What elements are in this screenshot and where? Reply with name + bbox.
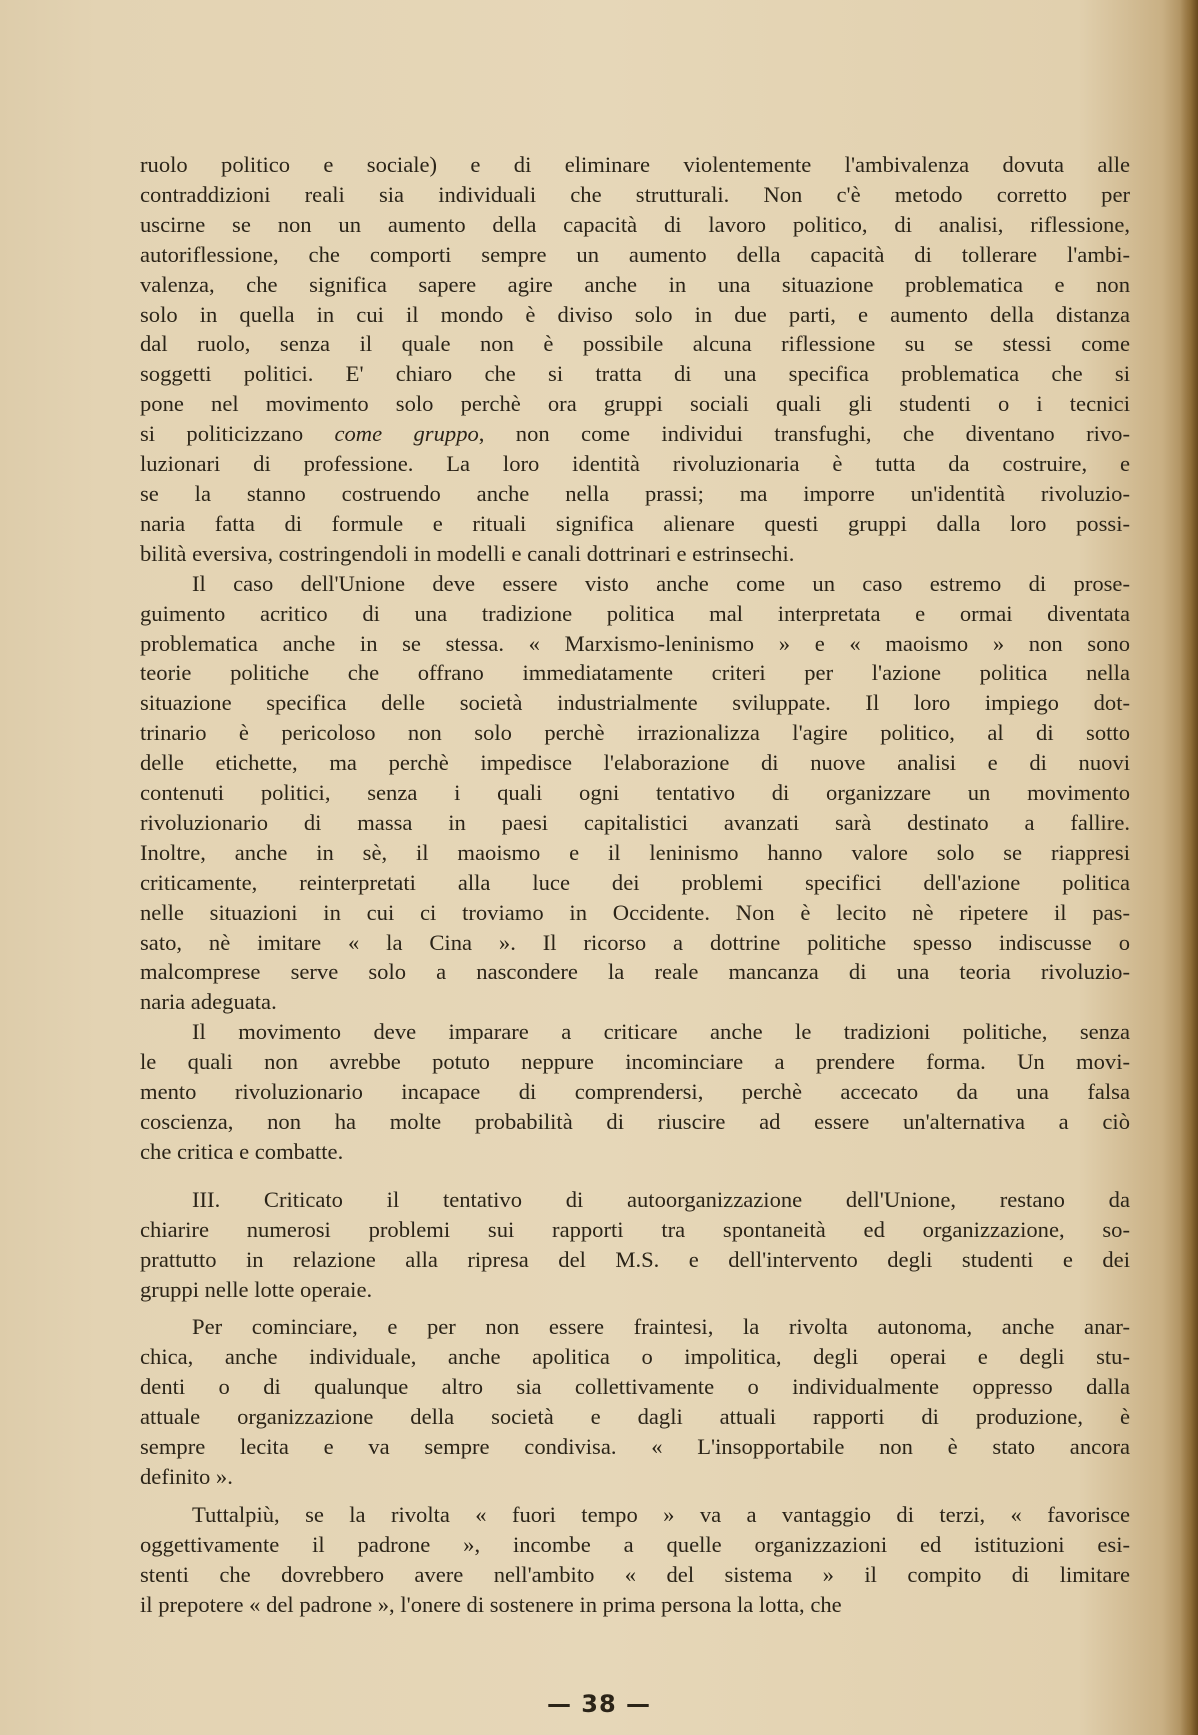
text-line: stenti che dovrebbero avere nell'ambito « del sistema » il compito di limitare (140, 1561, 1130, 1587)
page-number: — 38 — (546, 1690, 652, 1718)
text-line: prattutto in relazione alla ripresa del M.S. e dell'intervento degli studenti e dei (140, 1246, 1130, 1272)
paragraph-gap (140, 1492, 1130, 1500)
text-line: teorie politiche che offrano immediatamente criteri per l'azione politica nella (140, 660, 1130, 686)
text-line: attuale organizzazione della società e dagli attuali rapporti di produzione, è (140, 1404, 1130, 1430)
paragraph-p3 (140, 1017, 1130, 1167)
text-line: guimento acritico di una tradizione politica mal interpretata e ormai diventata (140, 600, 1130, 626)
section-gap (140, 1167, 1130, 1185)
paragraph-gap (140, 1304, 1130, 1312)
text-line: naria fatta di formule e rituali significa alienare questi gruppi dalla loro possi- (140, 510, 1130, 536)
text-line: malcomprese serve solo a nascondere la reale mancanza di una teoria rivoluzio- (140, 959, 1130, 985)
text-line: uscirne se non un aumento della capacità di lavoro politico, di analisi, riflessione, (140, 211, 1130, 237)
text-line: pone nel movimento solo perchè ora gruppi sociali quali gli studenti o i tecnici (140, 391, 1130, 417)
text-line: sato, nè imitare « la Cina ». Il ricorso a dottrine politiche spesso indiscusse o (140, 929, 1130, 955)
text-line: Tuttalpiù, se la rivolta « fuori tempo » va a vantaggio di terzi, « favorisce (192, 1501, 1130, 1527)
text-line: valenza, che significa sapere agire anche in una situazione problematica e non (140, 271, 1130, 297)
text-line: oggettivamente il padrone », incombe a quelle organizzazioni ed istituzioni esi- (140, 1531, 1130, 1557)
text-line: criticamente, reinterpretati alla luce dei problemi specifici dell'azione politica (140, 869, 1130, 895)
text-line: si politicizzano come gruppo, non come individui transfughi, che diventano rivo- (140, 421, 1130, 447)
text-line: bilità eversiva, costringendoli in modelli e canali dottrinari e estrinsechi. (140, 540, 795, 566)
text-line: gruppi nelle lotte operaie. (140, 1276, 373, 1302)
body-text (140, 150, 1130, 1620)
text-line: III. Criticato il tentativo di autoorganizzazione dell'Unione, restano da (192, 1186, 1130, 1212)
text-line: se la stanno costruendo anche nella prassi; ma imporre un'identità rivoluzio- (140, 480, 1130, 506)
text-line: chica, anche individuale, anche apolitica o impolitica, degli operai e degli stu- (140, 1344, 1130, 1370)
text-line: sempre lecita e va sempre condivisa. « L'insopportabile non è stato ancora (140, 1434, 1130, 1460)
text-line: le quali non avrebbe potuto neppure incominciare a prendere forma. Un movi- (140, 1049, 1130, 1075)
text-line: solo in quella in cui il mondo è diviso solo in due parti, e aumento della distanza (140, 301, 1130, 327)
text-line: trinario è pericoloso non solo perchè irrazionalizza l'agire politico, al di sotto (140, 720, 1130, 746)
text-line: situazione specifica delle società industrialmente sviluppate. Il loro impiego dot- (140, 690, 1130, 716)
text-line: mento rivoluzionario incapace di comprendersi, perchè accecato da una falsa (140, 1079, 1130, 1105)
paragraph-p4 (140, 1185, 1130, 1305)
text-line: delle etichette, ma perchè impedisce l'elaborazione di nuove analisi e di nuovi (140, 750, 1130, 776)
text-line: problematica anche in se stessa. « Marxismo-leninismo » e « maoismo » non sono (140, 630, 1130, 656)
text-line: nelle situazioni in cui ci troviamo in Occidente. Non è lecito nè ripetere il pas- (140, 899, 1130, 925)
italic-phrase: come gruppo (334, 421, 479, 447)
text-line: ruolo politico e sociale) e di eliminare violentemente l'ambivalenza dovuta alle (140, 152, 1130, 177)
text-line: contraddizioni reali sia individuali che strutturali. Non c'è metodo corretto per (140, 181, 1130, 207)
text-line: luzionari di professione. La loro identità rivoluzionaria è tutta da costruire, e (140, 451, 1130, 477)
text-line: chiarire numerosi problemi sui rapporti tra spontaneità ed organizzazione, so- (140, 1216, 1130, 1242)
page-edge-shadow (1180, 0, 1198, 1735)
text-line: che critica e combatte. (140, 1138, 344, 1164)
text-line: il prepotere « del padrone », l'onere di sostenere in prima persona la lotta, che (140, 1591, 842, 1617)
text-line: dal ruolo, senza il quale non è possibile alcuna riflessione su se stessi come (140, 331, 1130, 357)
text-line: coscienza, non ha molte probabilità di riuscire ad essere un'alternativa a ciò (140, 1109, 1130, 1134)
paragraph-p6 (140, 1500, 1130, 1620)
text-line: definito ». (140, 1463, 233, 1489)
text-line: rivoluzionario di massa in paesi capitalistici avanzati sarà destinato a fallire. (140, 809, 1130, 835)
paragraph-p2 (140, 569, 1130, 1018)
text-line: naria adeguata. (140, 989, 277, 1015)
text-line: Il movimento deve imparare a criticare anche le tradizioni politiche, senza (192, 1019, 1130, 1045)
text-line: contenuti politici, senza i quali ogni tentativo di organizzare un movimento (140, 780, 1130, 806)
text-line: denti o di qualunque altro sia collettivamente o individualmente oppresso dalla (140, 1374, 1130, 1400)
text-line: Il caso dell'Unione deve essere visto anche come un caso estremo di prose- (192, 570, 1130, 596)
paragraph-p5 (140, 1312, 1130, 1491)
text-line: soggetti politici. E' chiaro che si tratta di una specifica problematica che si (140, 361, 1130, 387)
paragraph-p1 (140, 150, 1130, 569)
text-line: Per cominciare, e per non essere fraintesi, la rivolta autonoma, anche anar- (192, 1314, 1130, 1340)
text-line: autoriflessione, che comporti sempre un aumento della capacità di tollerare l'ambi- (140, 241, 1130, 267)
text-line: Inoltre, anche in sè, il maoismo e il leninismo hanno valore solo se riappresi (140, 839, 1130, 865)
